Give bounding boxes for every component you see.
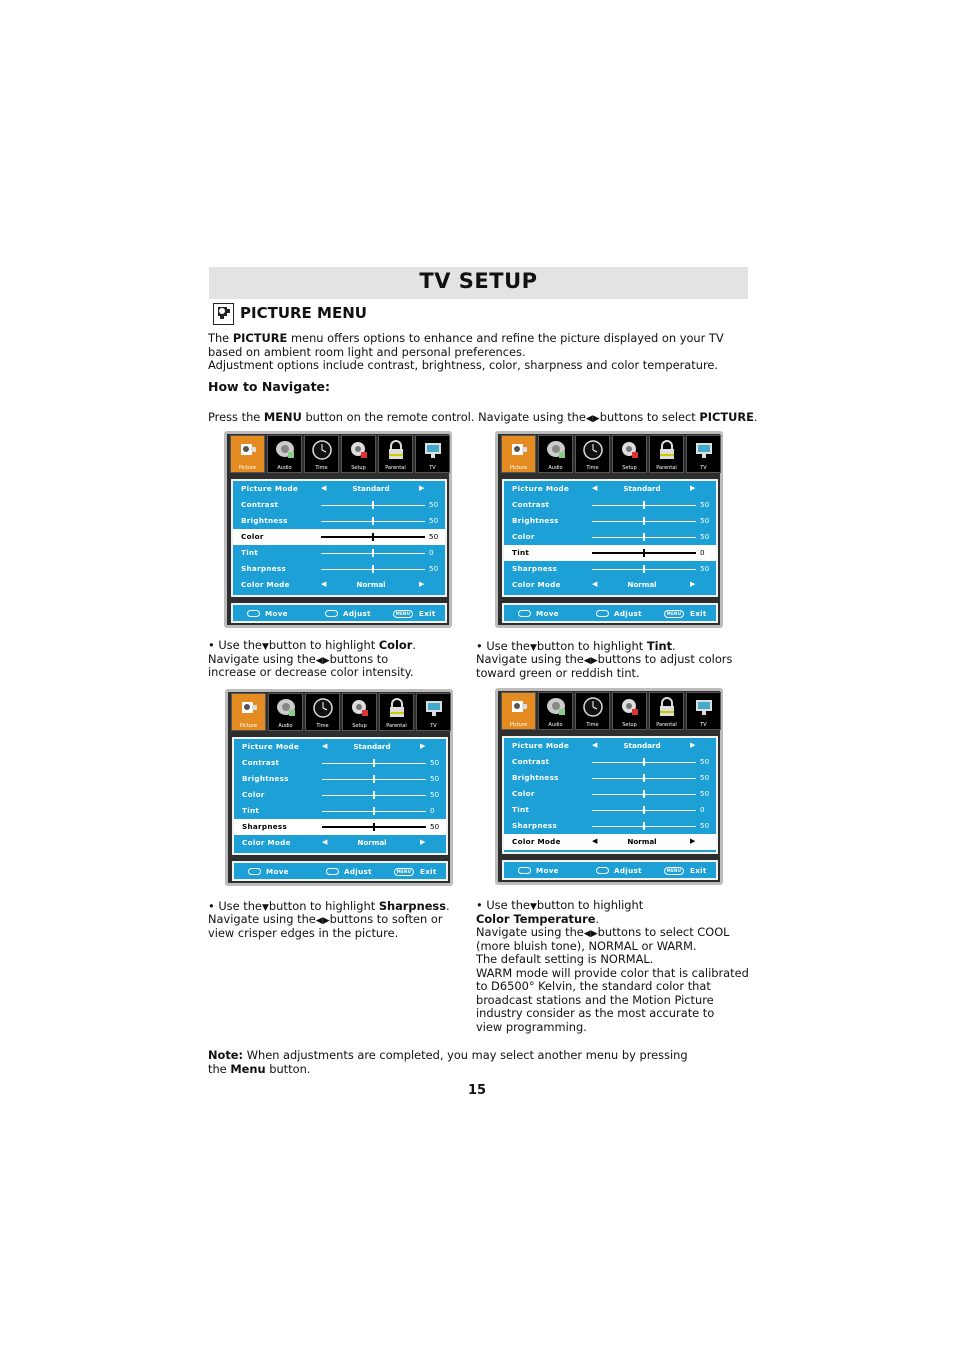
osd-footer: Move Adjust MENU Exit: [502, 603, 718, 623]
caption-tint-line-1: • Use the▼button to highlight Tint.: [476, 639, 676, 653]
clock-icon: [582, 439, 604, 461]
caption-colortemp-line-2: Color Temperature.: [476, 912, 600, 926]
caption-colortemp-line-3: Navigate using the◀▶buttons to select COOL: [476, 925, 730, 939]
tab-picture[interactable]: Picture: [501, 692, 536, 730]
tab-setup[interactable]: Setup: [342, 693, 377, 731]
osd-tab-bar: [230, 435, 450, 473]
row-color-mode[interactable]: Color Mode ◀ Normal ▶: [242, 838, 426, 847]
row-brightness[interactable]: Brightness 50: [241, 516, 439, 525]
osd-settings-panel: [232, 737, 448, 855]
tab-picture[interactable]: Picture: [501, 435, 536, 473]
how-to-navigate-heading: How to Navigate:: [208, 379, 331, 394]
caption-colortemp-line-5: The default setting is NORMAL.: [476, 952, 654, 966]
row-sharpness[interactable]: Sharpness 50: [512, 564, 710, 573]
caption-colortemp-line-4: (more bluish tone), NORMAL or WARM.: [476, 939, 697, 953]
note-line-2: the Menu button.: [208, 1062, 311, 1076]
caption-tint-line-2: Navigate using the◀▶buttons to adjust colors: [476, 652, 733, 666]
row-color-mode[interactable]: Color Mode ◀ Normal ▶: [504, 834, 716, 850]
menu-badge-icon: MENU: [664, 610, 684, 618]
menu-badge-icon: MENU: [394, 868, 414, 876]
row-picture-mode[interactable]: Picture Mode ◀ Standard ▶: [512, 484, 696, 493]
tab-setup[interactable]: Setup: [341, 435, 376, 473]
gear-icon: [619, 696, 641, 718]
osd-tab-bar: [501, 692, 721, 730]
caption-colortemp-line-6: WARM mode will provide color that is calibrated: [476, 966, 749, 980]
left-right-arrows-icon: ◀▶: [583, 929, 598, 939]
menu-badge-icon: MENU: [664, 867, 684, 875]
row-brightness[interactable]: Brightness 50: [512, 773, 710, 782]
intro-line-3: Adjustment options include contrast, brightness, color, sharpness and color temperature.: [208, 358, 719, 372]
adjust-circle-icon: [326, 868, 339, 875]
caption-tint-line-3: toward green or reddish tint.: [476, 666, 640, 680]
tab-picture[interactable]: Picture: [230, 435, 265, 473]
intro-line-1: The PICTURE menu offers options to enhance and refine the picture displayed on your TV: [208, 331, 724, 345]
tab-time[interactable]: Time: [575, 435, 610, 473]
osd-screen-color: [224, 431, 452, 628]
down-arrow-icon: ▼: [529, 902, 537, 912]
caption-colortemp-line-9: industry consider as the most accurate to: [476, 1006, 715, 1020]
tab-audio[interactable]: Audio: [538, 692, 573, 730]
row-picture-mode[interactable]: Picture Mode ◀ Standard ▶: [241, 484, 425, 493]
caption-sharpness-line-2: Navigate using the◀▶buttons to soften or: [208, 912, 443, 926]
row-sharpness[interactable]: Sharpness 50: [241, 564, 439, 573]
adjust-circle-icon: [325, 610, 338, 617]
clock-icon: [312, 697, 334, 719]
section-title: PICTURE MENU: [240, 304, 367, 322]
picture-camera-icon: [508, 696, 530, 718]
tab-audio[interactable]: Audio: [538, 435, 573, 473]
lock-icon: [386, 697, 408, 719]
row-color[interactable]: Color 50: [233, 529, 445, 545]
caption-colortemp-line-1: • Use the▼button to highlight: [476, 898, 644, 912]
osd-tab-bar: [231, 693, 451, 731]
tv-monitor-icon: [422, 439, 444, 461]
osd-settings-panel: [231, 479, 447, 597]
tab-parental[interactable]: Parental: [379, 693, 414, 731]
clock-icon: [311, 439, 333, 461]
picture-camera-icon: [213, 303, 234, 325]
menu-badge-icon: MENU: [393, 610, 413, 618]
tab-time[interactable]: Time: [304, 435, 339, 473]
clock-icon: [582, 696, 604, 718]
tab-parental[interactable]: Parental: [649, 435, 684, 473]
left-right-arrows-icon: ◀▶: [583, 656, 598, 666]
row-picture-mode[interactable]: Picture Mode ◀ Standard ▶: [512, 741, 696, 750]
left-right-arrows-icon: ◀▶: [315, 916, 330, 926]
row-tint[interactable]: Tint 0: [504, 545, 716, 561]
audio-speaker-icon: [275, 697, 297, 719]
adjust-circle-icon: [596, 610, 609, 617]
tab-tv[interactable]: TV: [415, 435, 450, 473]
adjust-circle-icon: [596, 867, 609, 874]
osd-settings-panel: [502, 736, 718, 854]
note-line-1: Note: When adjustments are completed, you may select another menu by pressing: [208, 1048, 688, 1062]
row-color[interactable]: Color 50: [242, 790, 440, 799]
picture-camera-icon: [238, 697, 260, 719]
lock-icon: [656, 696, 678, 718]
tab-parental[interactable]: Parental: [378, 435, 413, 473]
row-contrast[interactable]: Contrast 50: [242, 758, 440, 767]
gear-icon: [619, 439, 641, 461]
tv-monitor-icon: [693, 696, 715, 718]
osd-footer: Move Adjust MENU Exit: [231, 603, 447, 623]
caption-colortemp-line-8: broadcast stations and the Motion Picture: [476, 993, 714, 1007]
lock-icon: [385, 439, 407, 461]
row-tint[interactable]: Tint 0: [241, 548, 434, 557]
tab-tv[interactable]: TV: [686, 692, 721, 730]
intro-line-2: based on ambient room light and personal preferences.: [208, 345, 526, 359]
tv-monitor-icon: [423, 697, 445, 719]
row-color-mode[interactable]: Color Mode ◀ Normal ▶: [512, 580, 696, 589]
audio-speaker-icon: [545, 439, 567, 461]
osd-footer: Move Adjust MENU Exit: [502, 860, 718, 880]
row-color[interactable]: Color 50: [512, 789, 710, 798]
row-contrast[interactable]: Contrast 50: [241, 500, 439, 509]
tab-tv[interactable]: TV: [686, 435, 721, 473]
row-contrast[interactable]: Contrast 50: [512, 500, 710, 509]
caption-colortemp-line-7: to D6500° Kelvin, the standard color that: [476, 979, 711, 993]
down-arrow-icon: ▼: [529, 643, 537, 653]
row-tint[interactable]: Tint 0: [242, 806, 435, 815]
audio-speaker-icon: [274, 439, 296, 461]
tab-tv[interactable]: TV: [416, 693, 451, 731]
audio-speaker-icon: [545, 696, 567, 718]
picture-camera-icon: [237, 439, 259, 461]
caption-color-line-3: increase or decrease color intensity.: [208, 665, 414, 679]
down-arrow-icon: ▼: [261, 903, 269, 913]
tab-audio[interactable]: Audio: [267, 435, 302, 473]
row-sharpness[interactable]: Sharpness 50: [512, 821, 710, 830]
caption-sharpness-line-3: view crisper edges in the picture.: [208, 926, 399, 940]
picture-camera-icon: [508, 439, 530, 461]
osd-screen-tint: [495, 431, 723, 628]
row-contrast[interactable]: Contrast 50: [512, 757, 710, 766]
down-arrow-icon: ▼: [261, 642, 269, 652]
left-right-arrows-icon: ◀▶: [315, 656, 330, 666]
page-title: TV SETUP: [419, 269, 538, 293]
osd-tab-bar: [501, 435, 721, 473]
caption-color-line-1: • Use the▼button to highlight Color.: [208, 638, 416, 652]
gear-icon: [349, 697, 371, 719]
caption-sharpness-line-1: • Use the▼button to highlight Sharpness.: [208, 899, 450, 913]
tab-time[interactable]: Time: [575, 692, 610, 730]
move-circle-icon: [247, 610, 260, 617]
row-brightness[interactable]: Brightness 50: [242, 774, 440, 783]
move-circle-icon: [518, 610, 531, 617]
tab-picture[interactable]: Picture: [231, 693, 266, 731]
tab-audio[interactable]: Audio: [268, 693, 303, 731]
row-brightness[interactable]: Brightness 50: [512, 516, 710, 525]
osd-screen-sharpness: [225, 689, 453, 886]
caption-colortemp-line-10: view programming.: [476, 1020, 587, 1034]
osd-screen-color-mode: [495, 688, 723, 885]
tab-time[interactable]: Time: [305, 693, 340, 731]
gear-icon: [348, 439, 370, 461]
move-circle-icon: [518, 867, 531, 874]
row-tint[interactable]: Tint 0: [512, 805, 705, 814]
row-picture-mode[interactable]: Picture Mode ◀ Standard ▶: [242, 742, 426, 751]
caption-color-line-2: Navigate using the◀▶buttons to: [208, 652, 389, 666]
row-color-mode[interactable]: Color Mode ◀ Normal ▶: [241, 580, 425, 589]
lock-icon: [656, 439, 678, 461]
left-right-arrows-icon: ◀▶: [585, 414, 600, 424]
tv-monitor-icon: [693, 439, 715, 461]
move-circle-icon: [248, 868, 261, 875]
tab-setup[interactable]: Setup: [612, 692, 647, 730]
osd-footer: Move Adjust MENU Exit: [232, 861, 448, 881]
osd-settings-panel: [502, 479, 718, 597]
tab-setup[interactable]: Setup: [612, 435, 647, 473]
row-color[interactable]: Color 50: [512, 532, 710, 541]
navigate-instructions: Press the MENU button on the remote control. Navigate using the◀▶buttons to select PICTURE.: [208, 410, 758, 424]
page-number: 15: [467, 1083, 487, 1098]
tab-parental[interactable]: Parental: [649, 692, 684, 730]
row-sharpness[interactable]: Sharpness 50: [234, 819, 446, 835]
